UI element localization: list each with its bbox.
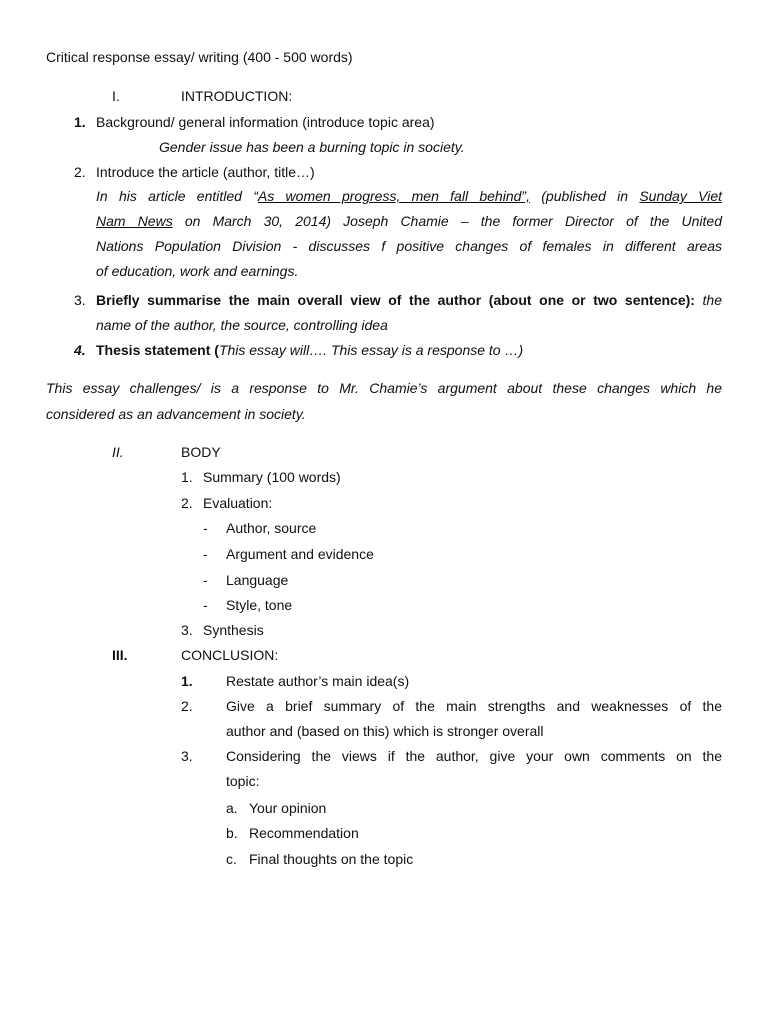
section-heading-intro: INTRODUCTION:: [181, 88, 293, 104]
article-source: Nam News: [96, 213, 173, 229]
conclusion-summary-line: Give a brief summary of the main strengths and weaknesses of the: [226, 698, 722, 714]
article-text: (published in: [529, 188, 640, 204]
intro-item-summarise: [96, 291, 722, 316]
conclusion-summary-line: author and (based on this) which is stronger overall: [226, 723, 544, 739]
article-title: As women progress, men fall behind”,: [257, 188, 530, 204]
thesis-paragraph: [46, 379, 722, 431]
eval-dash: -: [203, 520, 208, 536]
sub-item-final-thoughts: Final thoughts on the topic: [249, 851, 414, 867]
article-description-line: Nations Population Division - discusses f positive changes of females in different areas: [96, 238, 722, 254]
conclusion-item-summary: [226, 697, 722, 747]
eval-item: Argument and evidence: [226, 546, 374, 562]
article-text: on March 30, 2014) Joseph Chamie – the former Director of the United: [172, 213, 722, 229]
conclusion-item-number: 3.: [181, 748, 193, 764]
article-description: [96, 187, 722, 287]
body-item-evaluation: Evaluation:: [203, 495, 273, 511]
thesis-line: considered as an advancement in society.: [46, 406, 306, 422]
intro-item-number: 3.: [74, 292, 86, 308]
document-title: Critical response essay/ writing (400 - 500 words): [46, 49, 353, 65]
conclusion-views-line: Considering the views if the author, give your own comments on the: [226, 748, 722, 764]
article-description-line: [96, 212, 722, 237]
intro-item-article: Introduce the article (author, title…): [96, 164, 315, 180]
section-heading-body: BODY: [181, 444, 221, 460]
conclusion-item-number: 2.: [181, 698, 193, 714]
sub-item-letter: b.: [226, 825, 238, 841]
intro-item-thesis: [96, 341, 523, 359]
eval-item: Author, source: [226, 520, 317, 536]
conclusion-views-line: topic:: [226, 773, 260, 789]
summarise-line-2: name of the author, the source, controlling idea: [96, 317, 388, 333]
body-item-summary: Summary (100 words): [203, 469, 341, 485]
sub-item-letter: a.: [226, 800, 238, 816]
eval-item: Language: [226, 572, 289, 588]
article-source: Sunday Viet: [639, 188, 722, 204]
intro-item-number: 1.: [74, 114, 86, 130]
intro-background-example: Gender issue has been a burning topic in society.: [159, 139, 465, 155]
conclusion-item-restate: Restate author’s main idea(s): [226, 673, 410, 689]
section-numeral-body: II.: [112, 444, 124, 460]
section-numeral-conclusion: III.: [112, 647, 128, 663]
section-numeral-intro: I.: [112, 88, 120, 104]
body-item-number: 2.: [181, 495, 193, 511]
sub-item-recommendation: Recommendation: [249, 825, 359, 841]
thesis-label: Thesis statement (: [96, 342, 219, 358]
section-heading-conclusion: CONCLUSION:: [181, 647, 279, 663]
summarise-bold: Briefly summarise the main overall view of the author (about one or two sentence):: [96, 292, 695, 308]
eval-dash: -: [203, 546, 208, 562]
eval-dash: -: [203, 597, 208, 613]
body-item-synthesis: Synthesis: [203, 622, 264, 638]
body-item-number: 3.: [181, 622, 193, 638]
article-description-line: of education, work and earnings.: [96, 263, 299, 279]
sub-item-opinion: Your opinion: [249, 800, 327, 816]
summarise-line: [96, 291, 722, 316]
intro-item-number: 2.: [74, 164, 86, 180]
body-item-number: 1.: [181, 469, 193, 485]
intro-item-number: 4.: [74, 342, 86, 358]
thesis-line: This essay challenges/ is a response to Mr. Chamie’s argument about these changes which he: [46, 380, 722, 396]
article-text: In his article entitled “: [96, 188, 258, 204]
summarise-italic: the: [694, 292, 722, 308]
article-description-line: [96, 187, 722, 212]
eval-item: Style, tone: [226, 597, 293, 613]
conclusion-item-views: [226, 747, 722, 797]
intro-item-background: Background/ general information (introduce topic area): [96, 114, 435, 130]
eval-dash: -: [203, 572, 208, 588]
sub-item-letter: c.: [226, 851, 237, 867]
thesis-hint: This essay will…. This essay is a response to …): [218, 342, 524, 358]
conclusion-item-number: 1.: [181, 673, 193, 689]
